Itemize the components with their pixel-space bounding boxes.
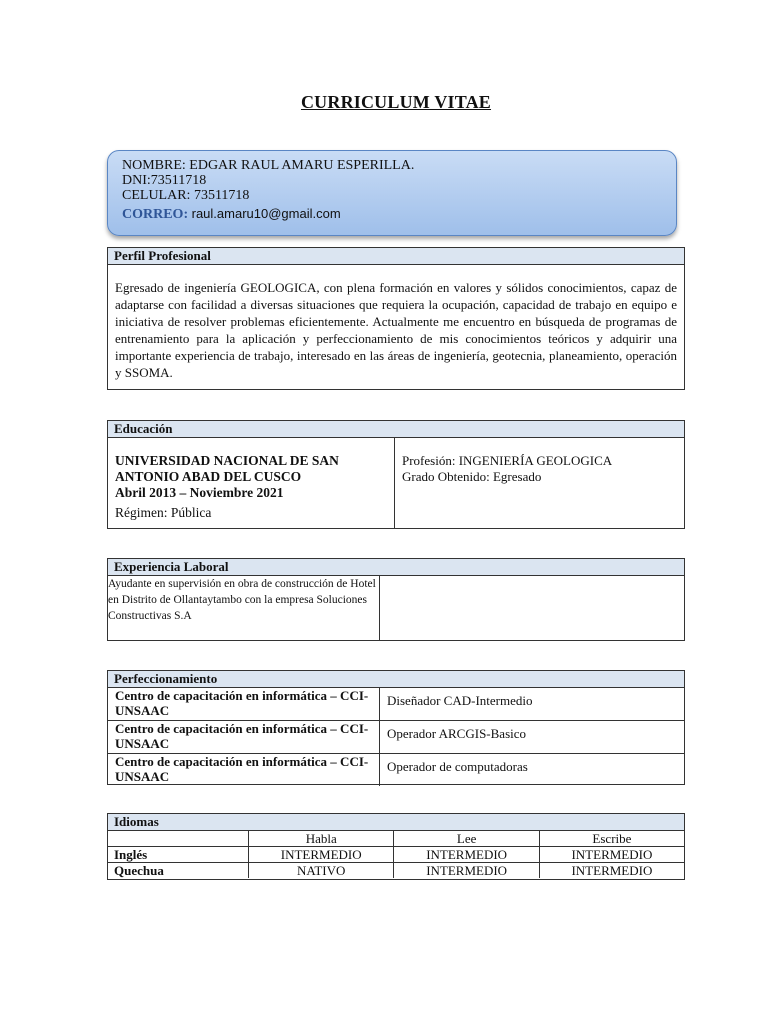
training-course: Diseñador CAD-Intermedio (387, 693, 533, 708)
training-row (108, 754, 684, 786)
degree: Grado Obtenido: Egresado (402, 469, 542, 484)
reading-level: INTERMEDIO (394, 847, 539, 863)
section-header: Perfeccionamiento (108, 671, 684, 688)
language-name: Quechua (108, 863, 249, 879)
email-value: raul.amaru10@gmail.com (191, 206, 341, 221)
training-center: Centro de capacitación en informática – CCI- UNSAAC (108, 721, 380, 753)
section-idiomas (107, 813, 685, 880)
language-row (108, 863, 684, 879)
education-institution-cell (108, 438, 395, 529)
column-header: Lee (394, 831, 539, 847)
contact-dni: DNI:73511718 (122, 173, 207, 188)
speaking-level: NATIVO (249, 863, 394, 879)
training-course: Operador ARCGIS-Basico (387, 726, 527, 741)
column-header: Habla (249, 831, 394, 847)
section-header: Experiencia Laboral (108, 559, 684, 576)
writing-level: INTERMEDIO (539, 847, 684, 863)
language-row (108, 847, 684, 863)
column-header: Escribe (539, 831, 684, 847)
education-degree-cell (395, 438, 684, 529)
training-row (108, 721, 684, 754)
experience-description: Ayudante en supervisión en obra de construcción de Hotel en Distrito de Ollantaytambo con la empresa Soluciones Constructivas S.A (108, 576, 380, 641)
university-name: UNIVERSIDAD NACIONAL DE SAN ANTONIO ABAD DEL CUSCO (115, 453, 339, 484)
contact-email-row (122, 206, 662, 222)
reading-level: INTERMEDIO (394, 863, 539, 879)
writing-level: INTERMEDIO (539, 863, 684, 879)
contact-box (107, 150, 677, 236)
regimen: Régimen: Pública (115, 505, 212, 520)
section-perfeccionamiento (107, 670, 685, 785)
section-header: Idiomas (108, 814, 684, 831)
section-header: Perfil Profesional (108, 248, 684, 265)
languages-table (108, 831, 684, 878)
section-educacion (107, 420, 685, 529)
perfil-text: Egresado de ingeniería GEOLOGICA, con plena formación en valores y sólidos conocimientos, capaz de adaptarse con facilidad a diversas situaciones que requiera la ocupación, capacidad de trabajo en equipo e iniciativa de resolver problemas eficientemente. Actualmente me encuentro en búsqueda de programas de entrenamiento para la aplicación y perfeccionamiento de mis conocimientos teóricos y adquirir una importante experiencia de trabajo, interesado en las áreas de ingeniería, geotecnia, planeamiento, operación y SSOMA. (115, 280, 677, 380)
training-row (108, 688, 684, 721)
section-header: Educación (108, 421, 684, 438)
experience-empty-cell (380, 576, 684, 641)
section-perfil (107, 247, 685, 390)
column-header (108, 831, 249, 847)
training-center: Centro de capacitación en informática – CCI- UNSAAC (108, 688, 380, 720)
training-course: Operador de computadoras (387, 759, 528, 774)
speaking-level: INTERMEDIO (249, 847, 394, 863)
contact-name: NOMBRE: EDGAR RAUL AMARU ESPERILLA. (122, 158, 415, 173)
study-period: Abril 2013 – Noviembre 2021 (115, 485, 284, 500)
profession: Profesión: INGENIERÍA GEOLOGICA (402, 453, 613, 468)
document-title: CURRICULUM VITAE (300, 92, 492, 112)
contact-phone: CELULAR: 73511718 (122, 188, 250, 203)
email-label: CORREO: (122, 207, 189, 222)
section-experiencia (107, 558, 685, 641)
languages-header-row (108, 831, 684, 847)
language-name: Inglés (108, 847, 249, 863)
training-center: Centro de capacitación en informática – CCI- UNSAAC (108, 754, 380, 786)
